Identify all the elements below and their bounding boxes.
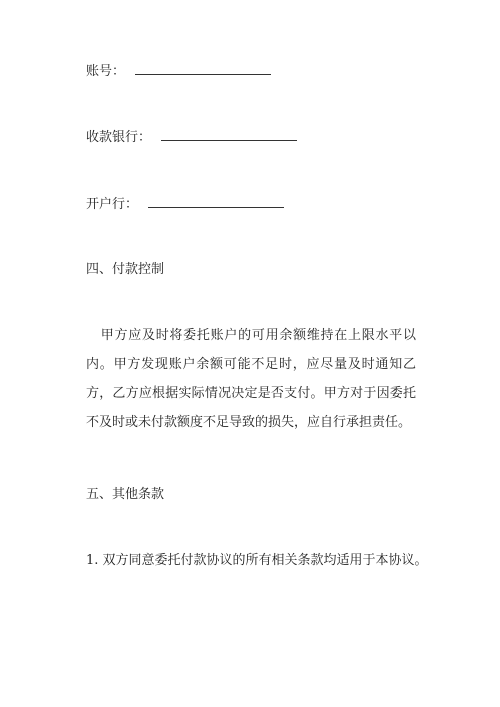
- branch-line: [86, 195, 284, 213]
- section5-item: 1. 双方同意委托付款协议的所有相关条款均适用于本协议。: [86, 553, 428, 568]
- account-line: [86, 62, 271, 80]
- section4-paragraph: 甲方应及时将委托账户的可用余额维持在上限水平以内。甲方发现账户余额可能不足时，应尽量及时通知乙方，乙方应根据实际情况决定是否支付。甲方对于因委托不及时或未付款额度不足导致的损失，应自行承担责任。: [86, 328, 416, 430]
- bank-line: [86, 128, 297, 146]
- section5-heading: 五、其他条款: [86, 487, 165, 502]
- branch-blank[interactable]: [148, 195, 284, 208]
- bank-blank[interactable]: [161, 128, 297, 141]
- section4-paragraph-wrap: [86, 321, 416, 437]
- account-blank[interactable]: [135, 62, 271, 75]
- bank-label: 收款银行：: [86, 130, 152, 145]
- branch-label: 开户行：: [86, 197, 139, 212]
- section4-heading: 四、付款控制: [86, 262, 165, 277]
- account-label: 账号：: [86, 64, 126, 79]
